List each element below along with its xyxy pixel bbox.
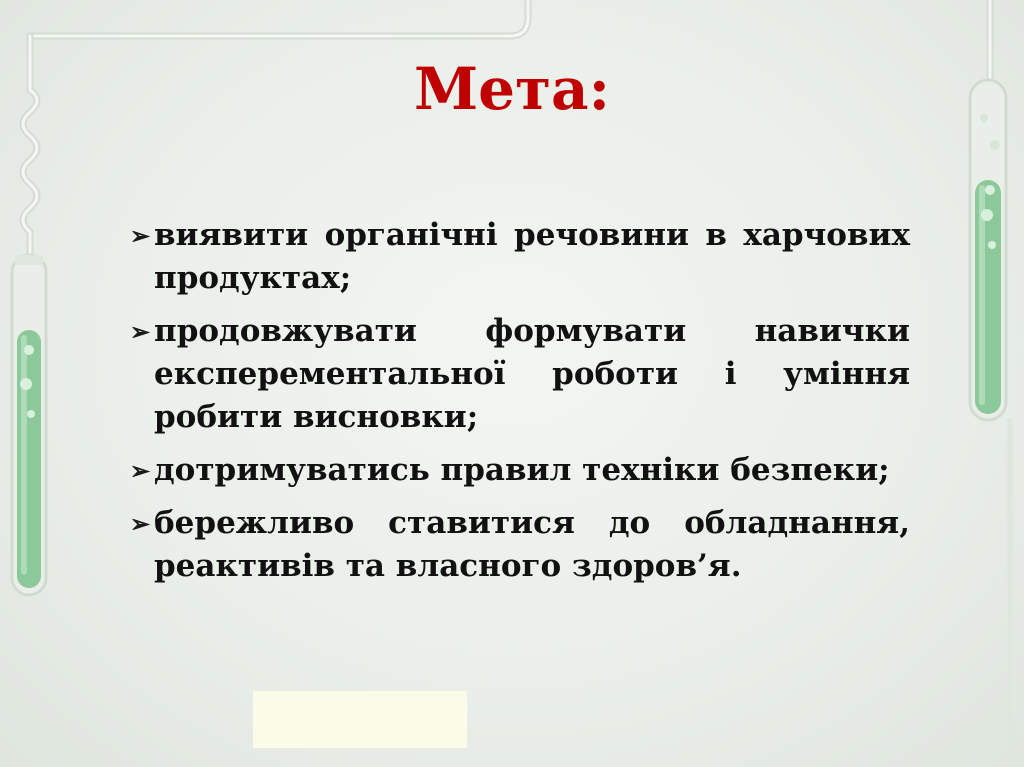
goal-text: виявити органічні речовини в харчових продуктах;	[154, 217, 910, 296]
goal-item	[130, 214, 910, 300]
goal-text: продовжувати формувати навички експерементальної роботи і уміння робити висновки;	[154, 313, 910, 435]
frame-line-inner	[30, 0, 528, 36]
right-test-tube	[970, 80, 1006, 420]
goals-list	[130, 214, 910, 598]
chevron-right-icon: ➢	[130, 221, 151, 250]
goal-item	[130, 310, 910, 439]
goal-text: дотримуватись правил техніки безпеки;	[154, 452, 890, 488]
left-test-tube	[12, 255, 46, 595]
slide-title: Мета:	[413, 55, 611, 123]
goal-text: бережливо ставитися до обладнання, реактивів та власного здоров’я.	[154, 505, 910, 584]
chevron-right-icon: ➢	[130, 456, 151, 485]
blank-note-box	[253, 691, 467, 748]
chevron-right-icon: ➢	[130, 509, 151, 538]
chevron-right-icon: ➢	[130, 317, 151, 346]
goal-item	[130, 502, 910, 588]
goal-item	[130, 449, 910, 492]
frame-line	[30, 0, 528, 36]
